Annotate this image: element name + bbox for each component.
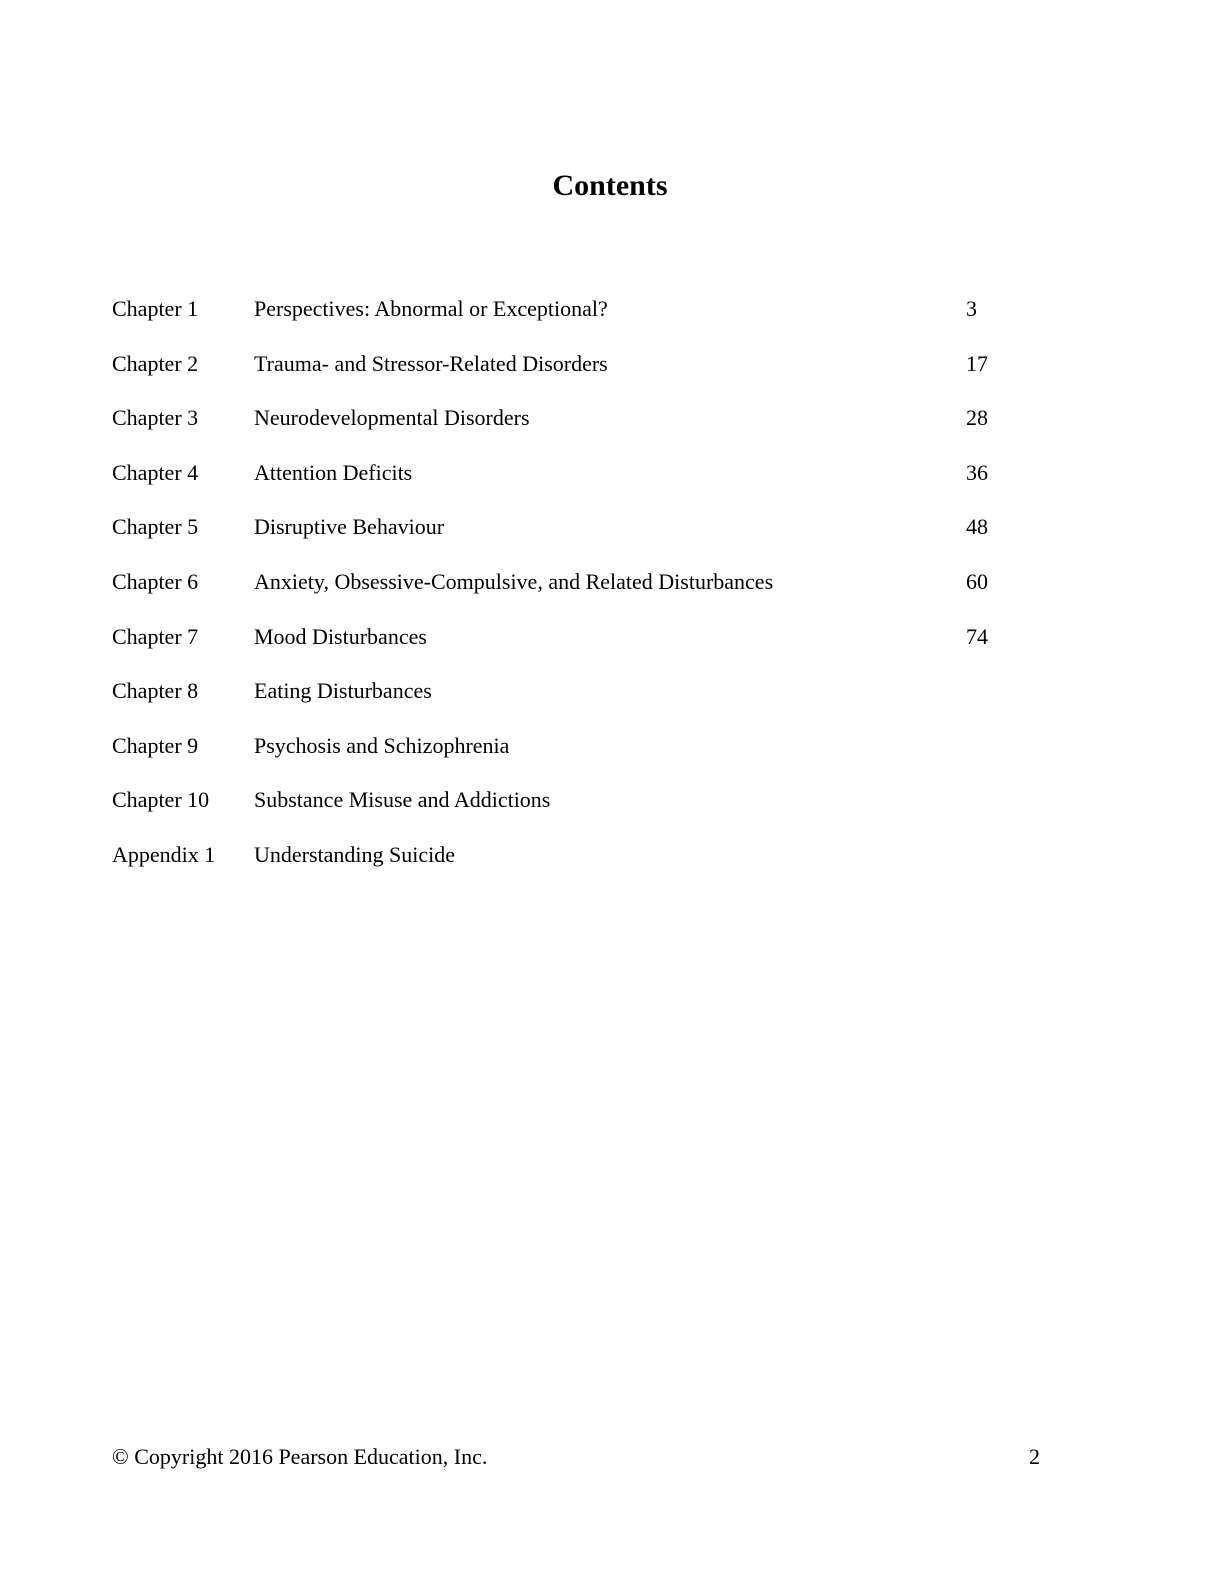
toc-entry-appendix-1[interactable]	[112, 836, 1072, 891]
toc-entry-page: 36	[966, 459, 988, 485]
toc-entry-chapter-8[interactable]	[112, 672, 1072, 727]
page-number: 2	[1029, 1444, 1040, 1469]
page-title: Contents	[552, 169, 668, 202]
copyright-notice: © Copyright 2016 Pearson Education, Inc.	[112, 1444, 488, 1469]
toc-entry-label: Chapter 4	[112, 459, 199, 485]
toc-entry-title: Anxiety, Obsessive-Compulsive, and Related Disturbances	[254, 568, 774, 594]
toc-entry-page: 48	[966, 514, 988, 540]
toc-entry-title: Perspectives: Abnormal or Exceptional?	[254, 296, 608, 321]
toc-entry-label: Chapter 3	[112, 405, 199, 431]
toc-entry-label: Chapter 5	[112, 514, 199, 540]
toc-entry-label: Chapter 1	[112, 296, 199, 321]
toc-entry-title: Understanding Suicide	[254, 841, 456, 867]
toc-entry-chapter-6[interactable]	[112, 563, 1072, 618]
toc-entry-chapter-1[interactable]	[112, 290, 1072, 345]
toc-entry-chapter-4[interactable]	[112, 454, 1072, 509]
toc-entry-title: Trauma- and Stressor-Related Disorders	[254, 350, 608, 376]
toc-entry-chapter-7[interactable]	[112, 618, 1072, 673]
toc-entry-page: 28	[966, 405, 988, 431]
toc-entry-title: Psychosis and Schizophrenia	[254, 732, 510, 758]
toc-entry-chapter-9[interactable]	[112, 727, 1072, 782]
toc-entry-page: 3	[966, 296, 977, 321]
toc-entry-title: Mood Disturbances	[254, 623, 427, 649]
toc-entry-label: Chapter 10	[112, 787, 210, 813]
toc-entry-title: Substance Misuse and Addictions	[254, 787, 551, 813]
table-of-contents	[112, 290, 1072, 891]
toc-entry-label: Chapter 8	[112, 678, 199, 704]
toc-entry-title: Attention Deficits	[254, 459, 413, 485]
toc-entry-title: Disruptive Behaviour	[254, 514, 445, 540]
toc-entry-title: Eating Disturbances	[254, 678, 432, 704]
toc-entry-page: 17	[966, 350, 988, 376]
toc-entry-label: Chapter 9	[112, 732, 199, 758]
toc-entry-label: Chapter 6	[112, 568, 199, 594]
toc-entry-label: Appendix 1	[112, 841, 216, 867]
toc-entry-chapter-10[interactable]	[112, 781, 1072, 836]
toc-entry-chapter-5[interactable]	[112, 508, 1072, 563]
toc-entry-title: Neurodevelopmental Disorders	[254, 405, 530, 431]
toc-entry-chapter-3[interactable]	[112, 399, 1072, 454]
toc-entry-label: Chapter 7	[112, 623, 199, 649]
toc-entry-page: 60	[966, 568, 988, 594]
toc-entry-page: 74	[966, 623, 988, 649]
toc-entry-chapter-2[interactable]	[112, 345, 1072, 400]
toc-entry-label: Chapter 2	[112, 350, 199, 376]
